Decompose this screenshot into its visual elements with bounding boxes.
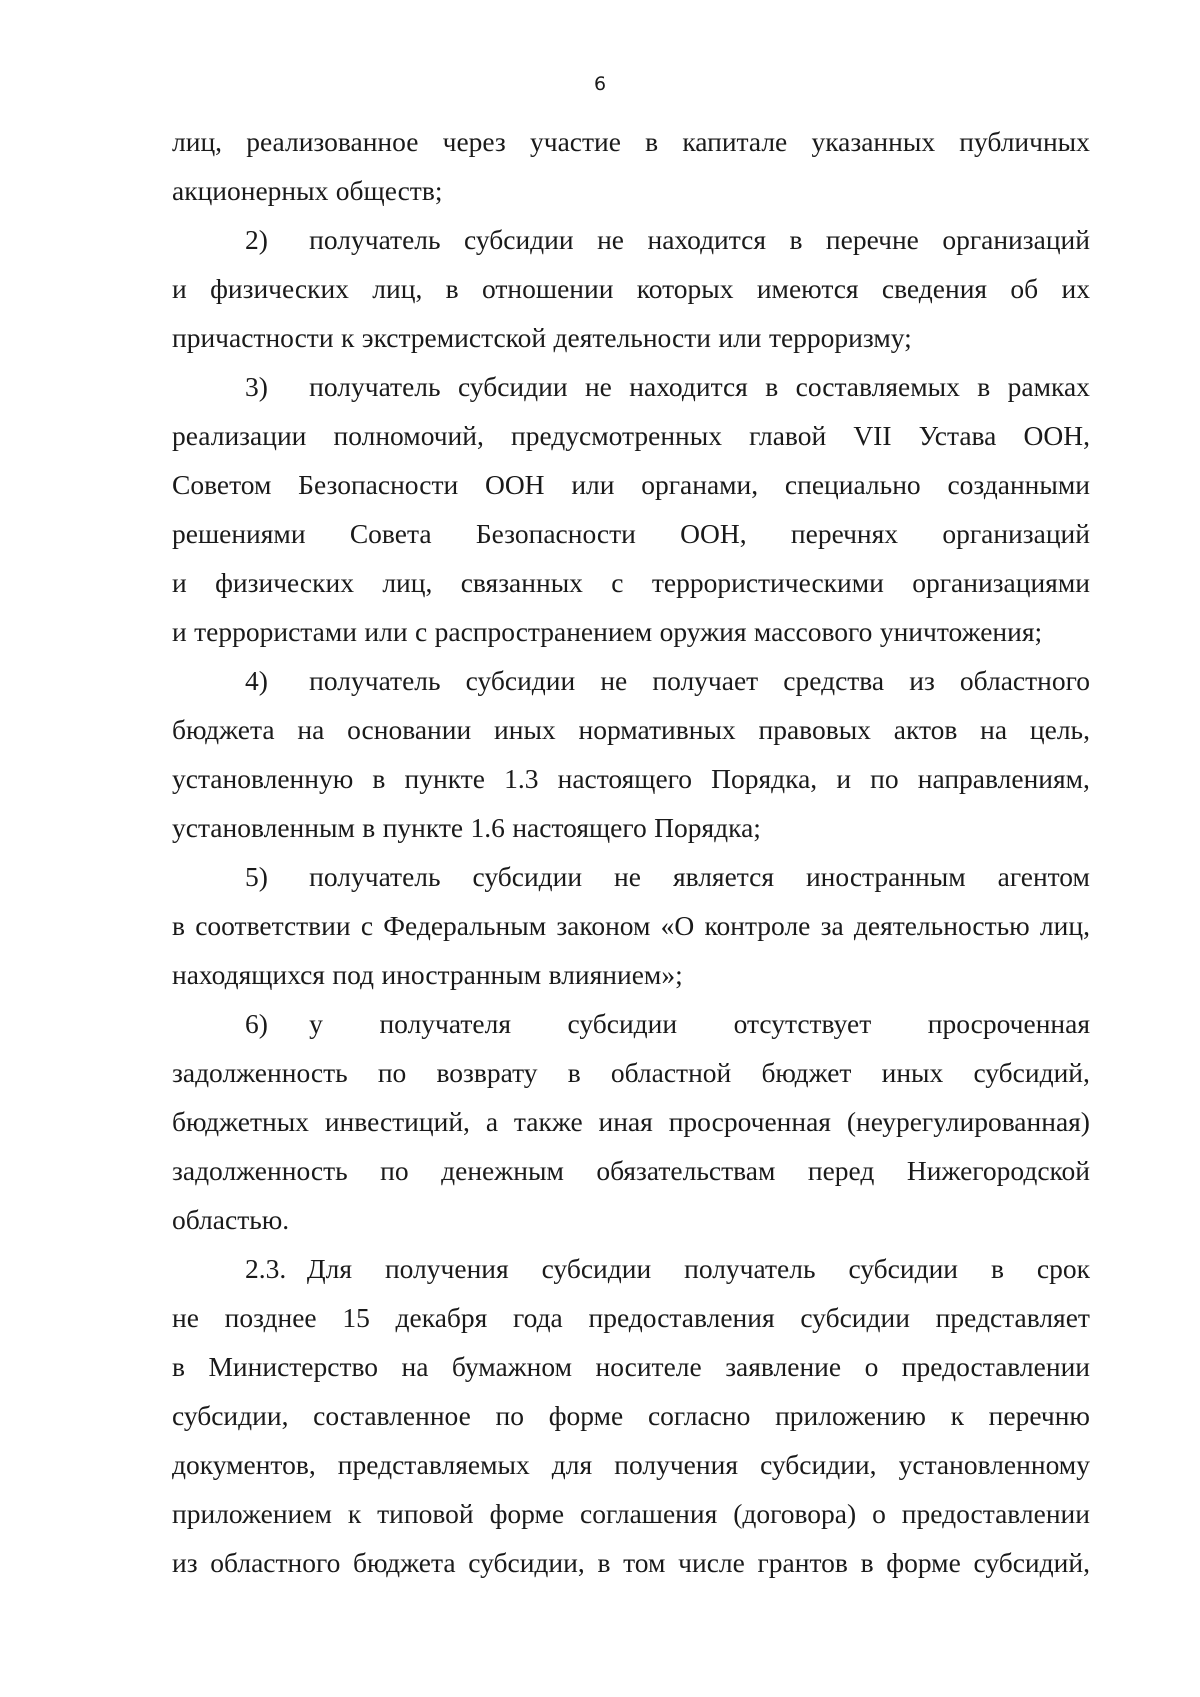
text-line: установленным в пункте 1.6 настоящего Порядка;: [172, 812, 761, 843]
text-line: и террористами или с распространением оружия массового уничтожения;: [172, 616, 1043, 647]
text-line: находящихся под иностранным влиянием»;: [172, 959, 683, 990]
text-line: областью.: [172, 1204, 290, 1235]
text-line: в соответствии с Федеральным законом «О контроле за деятельностью лиц,: [172, 910, 1090, 941]
text-line: и физических лиц, в отношении которых имеются сведения об их: [172, 273, 1090, 304]
text-line: бюджета на основании иных нормативных правовых актов на цель,: [172, 714, 1090, 745]
text-line: 3) получатель субсидии не находится в составляемых в рамках: [245, 371, 1090, 402]
text-line: 2) получатель субсидии не находится в перечне организаций: [245, 224, 1090, 255]
text-line: и физических лиц, связанных с террористическими организациями: [172, 567, 1090, 598]
text-line: 6) у получателя субсидии отсутствует просроченная: [245, 1008, 1090, 1039]
text-line: не позднее 15 декабря года предоставления субсидии представляет: [172, 1302, 1090, 1333]
text-line: задолженность по денежным обязательствам перед Нижегородской: [172, 1155, 1090, 1186]
document-body: [172, 117, 1090, 1587]
text-line: приложением к типовой форме соглашения (договора) о предоставлении: [172, 1498, 1090, 1529]
text-line: акционерных обществ;: [172, 175, 443, 206]
text-line: решениями Совета Безопасности ООН, перечнях организаций: [172, 518, 1090, 549]
text-line: задолженность по возврату в областной бюджет иных субсидий,: [172, 1057, 1090, 1088]
text-line: 2.3. Для получения субсидии получатель субсидии в срок: [245, 1253, 1090, 1284]
text-line: субсидии, составленное по форме согласно приложению к перечню: [172, 1400, 1090, 1431]
page-number: 6: [593, 73, 607, 95]
text-line: 5) получатель субсидии не является иностранным агентом: [245, 861, 1090, 892]
text-line: из областного бюджета субсидии, в том числе грантов в форме субсидий,: [172, 1547, 1090, 1578]
text-line: установленную в пункте 1.3 настоящего Порядка, и по направлениям,: [172, 763, 1090, 794]
text-line: бюджетных инвестиций, а также иная просроченная (неурегулированная): [172, 1106, 1090, 1137]
text-line: документов, представляемых для получения субсидии, установленному: [172, 1449, 1090, 1480]
text-line: лиц, реализованное через участие в капитале указанных публичных: [172, 126, 1090, 157]
text-line: Советом Безопасности ООН или органами, специально созданными: [172, 469, 1090, 500]
text-line: 4) получатель субсидии не получает средства из областного: [245, 665, 1090, 696]
text-line: причастности к экстремистской деятельности или терроризму;: [172, 322, 912, 353]
text-line: реализации полномочий, предусмотренных главой VII Устава ООН,: [172, 420, 1090, 451]
text-line: в Министерство на бумажном носителе заявление о предоставлении: [172, 1351, 1090, 1382]
